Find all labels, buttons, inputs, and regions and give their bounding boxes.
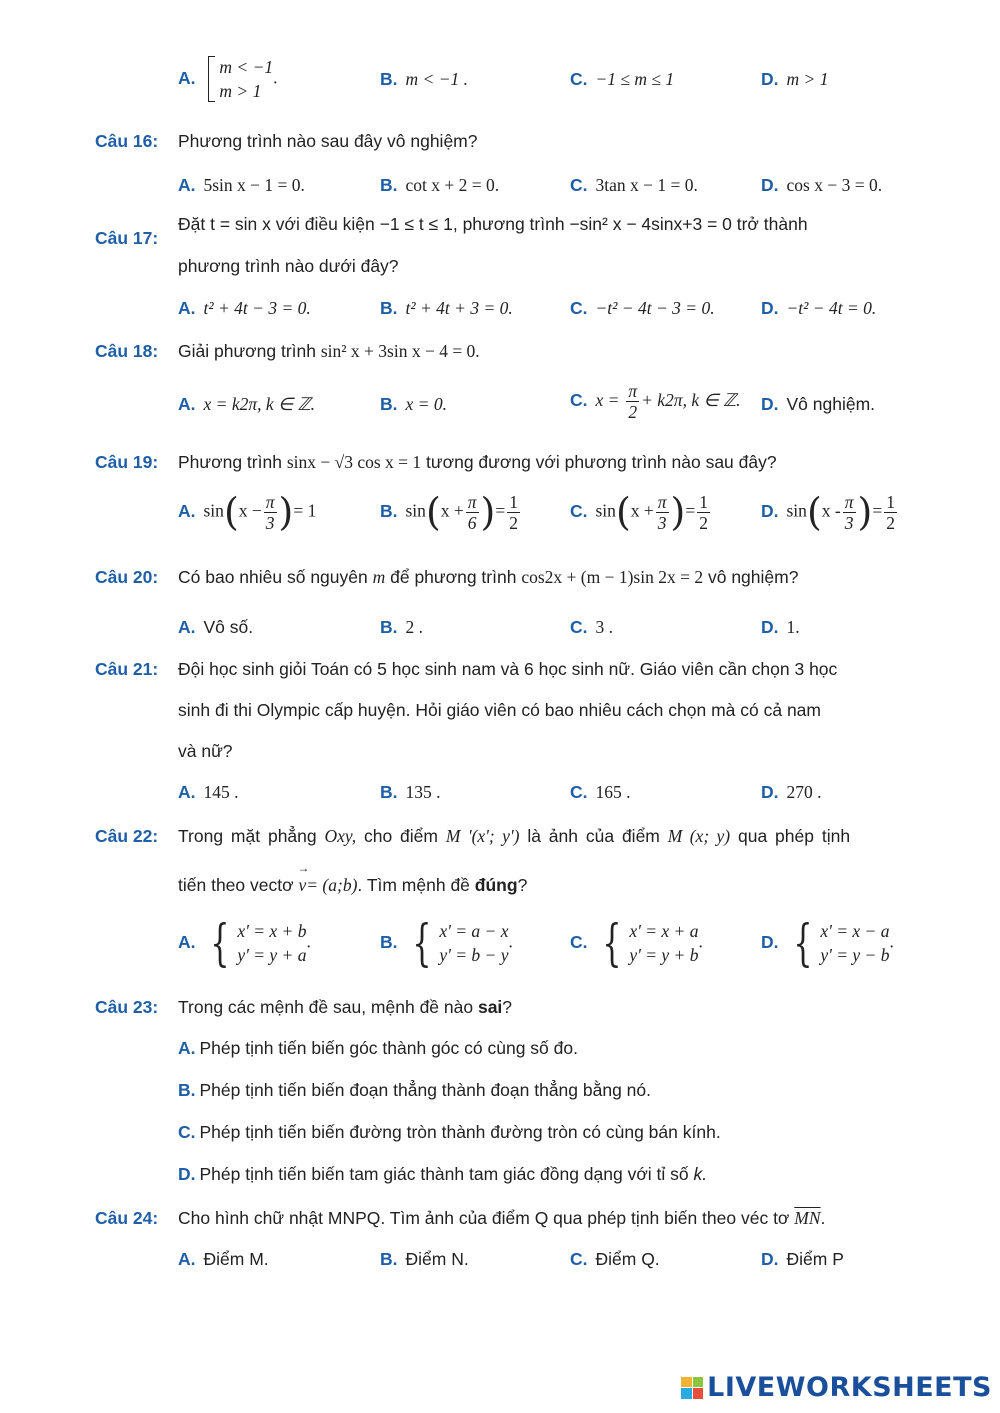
option-a: A. x = k2π, k ∈ ℤ. [178, 394, 316, 414]
option-d [761, 69, 828, 90]
option-b: B. sin(x + $\frac{\pi}{6}$ )= $\frac{1}{2}$ [380, 490, 518, 534]
question-number: Câu 18: [95, 341, 159, 361]
question-text: Có bao nhiêu số nguyên m để phương trình cos2x + (m − 1)sin 2x = 2 vô nghiệm? [178, 567, 799, 587]
option-b: B. x = 0. [380, 394, 447, 414]
option-d: D. −t² − 4t = 0. [761, 298, 877, 318]
option-d: D. cos x − 3 = 0. [761, 175, 883, 195]
option-c [570, 69, 674, 90]
option-d: D. { x' = x − a y' = y − b . [761, 914, 894, 972]
option-label: D. [761, 69, 779, 89]
option-a [178, 55, 278, 103]
option-c: C. Điểm Q. [570, 1249, 660, 1269]
option-tail: . [273, 67, 278, 88]
system-line: m > 1 [219, 81, 262, 101]
option-c: C. { x' = x + a y' = y + b . [570, 914, 703, 972]
question-number: Câu 19: [95, 452, 159, 472]
logo-text: LIVEWORKSHEETS [707, 1372, 992, 1403]
option-label: C. [570, 69, 588, 89]
option-c: C. sin(x + $\frac{\pi}{3}$ )= $\frac{1}{2}$ [570, 490, 708, 534]
option-c: C. 3 . [570, 617, 613, 637]
option-d: D. Phép tịnh tiến biến tam giác thành tam giác đồng dạng với tỉ số k. [178, 1164, 708, 1184]
option-b: B. cot x + 2 = 0. [380, 175, 500, 195]
option-b: B. Điểm N. [380, 1249, 469, 1269]
option-d: D. 270 . [761, 782, 822, 802]
system-line: m < −1 [219, 57, 274, 77]
option-a: A. Vô số. [178, 617, 254, 637]
option-b: B. 2 . [380, 617, 423, 637]
option-c: C. 3tan x − 1 = 0. [570, 175, 698, 195]
option-d: D. sin(x - $\frac{\pi}{3}$ )= $\frac{1}{2}$ [761, 490, 895, 534]
option-b: B. t² + 4t + 3 = 0. [380, 298, 513, 318]
question-number: Câu 17: [95, 228, 159, 248]
option-b: B. Phép tịnh tiến biến đoạn thẳng thành đoạn thẳng bằng nó. [178, 1080, 652, 1100]
question-number: Câu 16: [95, 131, 159, 151]
option-b: B. 135 . [380, 782, 441, 802]
question-number: Câu 23: [95, 997, 159, 1017]
option-b: B. { x' = a − x y' = b − y . [380, 914, 513, 972]
option-c: C. x = $\frac{\pi}{2}$ + k2π, k ∈ ℤ. [570, 381, 741, 422]
question-text-line: Đặt t = sin x với điều kiện −1 ≤ t ≤ 1, phương trình −sin² x − 4sinx+3 = 0 trở thành [178, 214, 808, 234]
vector-v: → v [298, 875, 306, 896]
option-b [380, 69, 468, 90]
option-a: A. Phép tịnh tiến biến góc thành góc có cùng số đo. [178, 1038, 578, 1058]
option-system [208, 55, 273, 103]
option-c: C. −t² − 4t − 3 = 0. [570, 298, 715, 318]
option-a: A. 145 . [178, 782, 239, 802]
question-text-line: Trong mặt phẳng Oxy, cho điểm M '(x'; y') là ảnh của điểm M (x; y) qua phép tịnh [178, 826, 851, 846]
option-a: A. Điểm M. [178, 1249, 269, 1269]
option-label: B. [380, 69, 398, 89]
option-text: −1 ≤ m ≤ 1 [595, 69, 675, 89]
option-a: A. { x' = x + b y' = y + a . [178, 914, 311, 972]
question-text-line: Đội học sinh giỏi Toán có 5 học sinh nam và 6 học sinh nữ. Giáo viên cần chọn 3 học [178, 659, 838, 679]
vector-mn: $\overline{MN}$ [794, 1208, 821, 1228]
option-a: A. 5sin x − 1 = 0. [178, 175, 305, 195]
question-text-line: phương trình nào dưới đây? [178, 256, 399, 276]
question-text: Phương trình sinx − √3 cos x = 1 tương đương với phương trình nào sau đây? [178, 452, 777, 472]
question-number: Câu 22: [95, 826, 159, 846]
liveworksheets-logo[interactable] [681, 1372, 992, 1403]
option-text: m > 1 [786, 69, 829, 89]
option-a: A. t² + 4t − 3 = 0. [178, 298, 311, 318]
question-number: Câu 21: [95, 659, 159, 679]
option-text: m < −1 . [405, 69, 469, 89]
option-a: A. sin(x − $\frac{\pi}{3}$ )= 1 [178, 490, 317, 534]
question-text: Cho hình chữ nhật MNPQ. Tìm ảnh của điểm Q qua phép tịnh biến theo véc tơ $\overline{MN}$. [178, 1208, 826, 1228]
question-text: Phương trình nào sau đây vô nghiệm? [178, 131, 478, 151]
question-number: Câu 20: [95, 567, 159, 587]
option-label: A. [178, 67, 196, 88]
option-d: D. 1. [761, 617, 800, 637]
logo-icon [681, 1377, 703, 1399]
question-number: Câu 24: [95, 1208, 159, 1228]
question-text-line: tiến theo vectơ → v= (a;b). Tìm mệnh đề đúng? [178, 875, 527, 896]
option-d: D. Điểm P [761, 1249, 844, 1269]
question-text-line: và nữ? [178, 741, 233, 761]
question-text-line: sinh đi thi Olympic cấp huyện. Hỏi giáo viên có bao nhiêu cách chọn mà có cả nam [178, 700, 821, 720]
option-c: C. Phép tịnh tiến biến đường tròn thành đường tròn có cùng bán kính. [178, 1122, 721, 1142]
question-text: Giải phương trình sin² x + 3sin x − 4 = 0. [178, 341, 480, 361]
option-d: D. Vô nghiệm. [761, 394, 876, 414]
option-c: C. 165 . [570, 782, 631, 802]
question-text: Trong các mệnh đề sau, mệnh đề nào sai? [178, 997, 513, 1017]
